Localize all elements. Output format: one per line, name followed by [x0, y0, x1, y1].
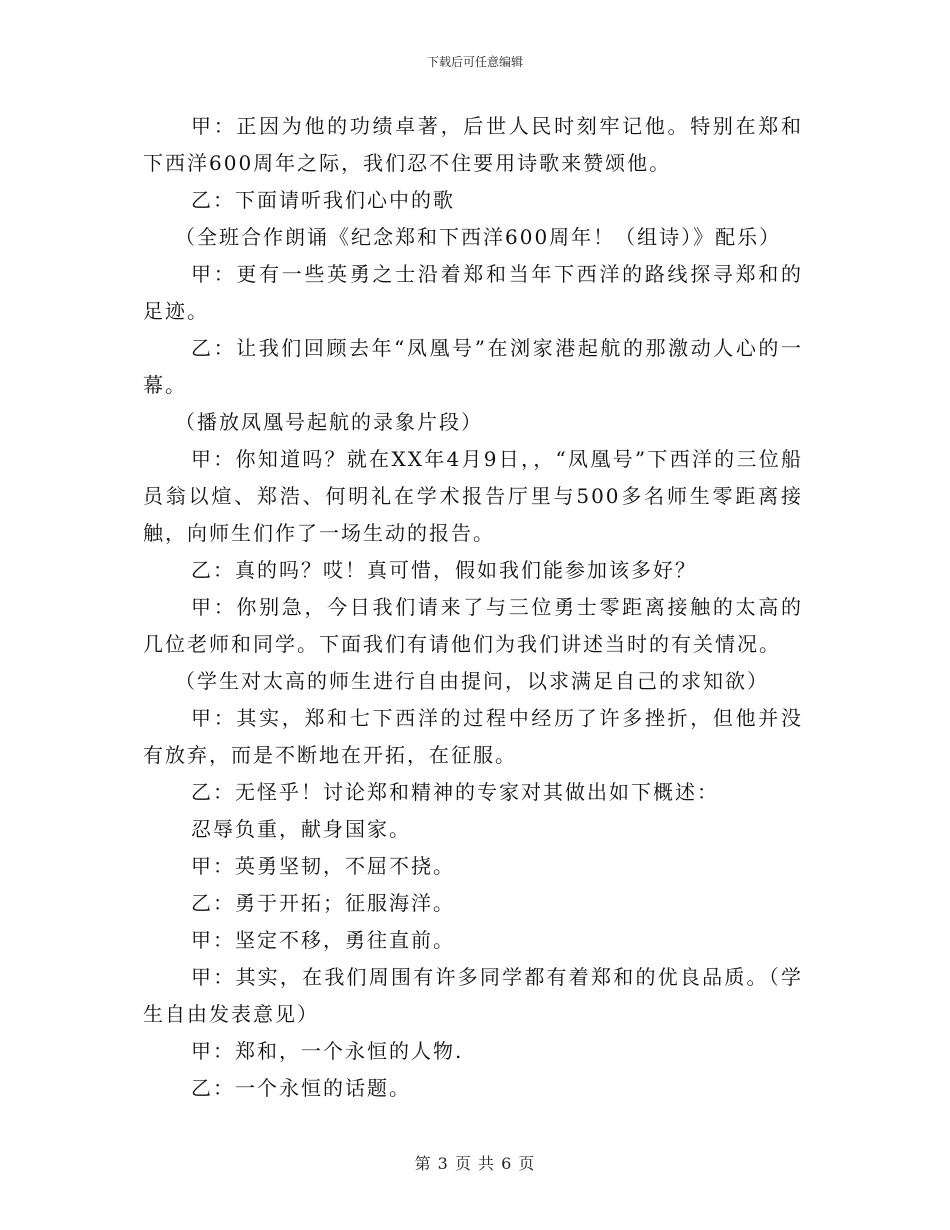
paragraph: 甲：正因为他的功绩卓著，后世人民时刻牢记他。特别在郑和下西洋600周年之际，我们忍不住要用诗歌来赞颂他。: [143, 114, 803, 175]
paragraph: 甲：坚定不移，勇往直前。: [191, 928, 455, 952]
paragraph: 乙：让我们回顾去年“凤凰号”在浏家港起航的那激动人心的一幕。: [143, 336, 803, 397]
document-body: [143, 108, 803, 1107]
page-footer: 第 3 页 共 6 页: [414, 1154, 536, 1173]
paragraph: 乙：一个永恒的话题。: [191, 1076, 411, 1100]
paragraph: 忍辱负重，献身国家。: [191, 817, 411, 841]
stage-direction: （学生对太高的师生进行自由提问，以求满足自己的求知欲）: [175, 669, 769, 693]
paragraph: 甲：郑和，一个永恒的人物.: [191, 1039, 464, 1063]
paragraph: 甲：更有一些英勇之士沿着郑和当年下西洋的路线探寻郑和的足迹。: [143, 262, 803, 323]
paragraph: 甲：其实，在我们周围有许多同学都有着郑和的优良品质。（学生自由发表意见）: [143, 965, 803, 1026]
paragraph: 甲：你别急，今日我们请来了与三位勇士零距离接触的太高的几位老师和同学。下面我们有请他们为我们讲述当时的有关情况。: [143, 595, 803, 656]
paragraph: 甲：其实，郑和七下西洋的过程中经历了许多挫折，但他并没有放弃，而是不断地在开拓，在征服。: [143, 706, 803, 767]
paragraph: 乙：下面请听我们心中的歌: [191, 188, 455, 212]
page-header: 下载后可任意编辑: [426, 55, 523, 69]
paragraph: 甲：你知道吗？就在XX年4月9日，，“凤凰号”下西洋的三位船员翁以煊、郑浩、何明礼在学术报告厅里与500多名师生零距离接触，向师生们作了一场生动的报告。: [143, 447, 803, 545]
paragraph: 甲：英勇坚韧，不屈不挠。: [191, 854, 455, 878]
stage-direction: （播放凤凰号起航的录象片段）: [175, 410, 483, 434]
stage-direction: （全班合作朗诵《纪念郑和下西洋600周年！（组诗）》配乐）: [175, 225, 782, 249]
paragraph: 乙：无怪乎！讨论郑和精神的专家对其做出如下概述：: [191, 780, 719, 804]
paragraph: 乙：勇于开拓；征服海洋。: [191, 891, 455, 915]
paragraph: 乙：真的吗？哎！真可惜，假如我们能参加该多好？: [191, 558, 697, 582]
